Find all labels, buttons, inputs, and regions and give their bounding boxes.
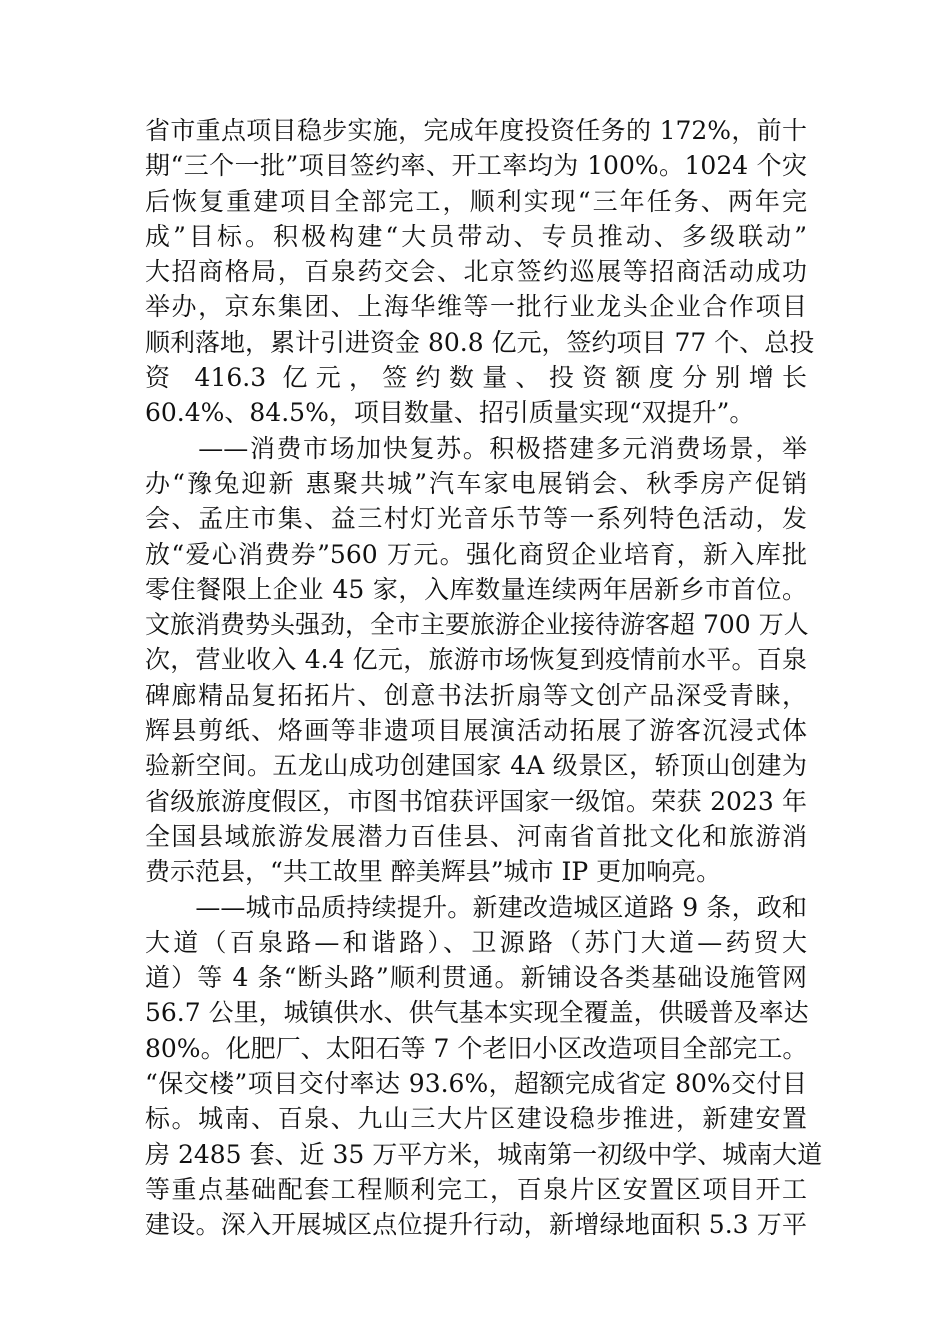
text-line-23: ——城市品质持续提升。新建改造城区道路 9 条，政和: [145, 892, 807, 922]
text-line-21: 全国县域旅游发展潜力百佳县、河南省首批文化和旅游消: [145, 821, 807, 851]
text-line-26: 56.7 公里，城镇供水、供气基本实现全覆盖，供暖普及率达: [145, 998, 809, 1028]
text-line-25: 道）等 4 条“断头路”顺利贯通。新铺设各类基础设施管网: [145, 963, 807, 993]
text-line-8: 资 416.3 亿元，签约数量、投资额度分别增长: [145, 363, 807, 393]
text-line-17: 碑廊精品复拓拓片、创意书法折扇等文创产品深受青睐，: [145, 680, 807, 710]
text-line-11: 办“豫兔迎新 惠聚共城”汽车家电展销会、秋季房产促销: [145, 468, 807, 498]
text-line-27: 80%。化肥厂、太阳石等 7 个老旧小区改造项目全部完工。: [145, 1033, 808, 1063]
text-line-31: 等重点基础配套工程顺利完工，百泉片区安置区项目开工: [145, 1174, 807, 1204]
text-line-4: 成”目标。积极构建“大员带动、专员推动、多级联动”: [145, 221, 807, 251]
text-line-9: 60.4%、84.5%，项目数量、招引质量实现“双提升”。: [145, 398, 755, 428]
text-line-20: 省级旅游度假区，市图书馆获评国家一级馆。荣获 2023 年: [145, 786, 807, 816]
text-line-7: 顺利落地，累计引进资金 80.8 亿元，签约项目 77 个、总投: [145, 327, 815, 357]
body-text: [145, 113, 823, 1243]
text-line-6: 举办，京东集团、上海华维等一批行业龙头企业合作项目: [145, 292, 807, 322]
text-line-18: 辉县剪纸、烙画等非遗项目展演活动拓展了游客沉浸式体: [145, 716, 807, 746]
text-line-16: 次，营业收入 4.4 亿元，旅游市场恢复到疫情前水平。百泉: [145, 645, 807, 675]
text-line-2: 期“三个一批”项目签约率、开工率均为 100%。1024 个灾: [145, 151, 807, 181]
text-line-3: 后恢复重建项目全部完工，顺利实现“三年任务、两年完: [145, 186, 807, 216]
text-line-15: 文旅消费势头强劲，全市主要旅游企业接待游客超 700 万人: [145, 610, 809, 640]
text-line-22: 费示范县，“共工故里 醉美辉县”城市 IP 更加响亮。: [145, 857, 722, 887]
text-line-30: 房 2485 套、近 35 万平方米，城南第一初级中学、城南大道: [145, 1139, 823, 1169]
text-line-29: 标。城南、百泉、九山三大片区建设稳步推进，新建安置: [145, 1104, 807, 1134]
text-line-24: 大道（百泉路—和谐路）、卫源路（苏门大道—药贸大: [145, 927, 807, 957]
text-line-1: 省市重点项目稳步实施，完成年度投资任务的 172%，前十: [145, 116, 807, 145]
text-line-5: 大招商格局，百泉药交会、北京签约巡展等招商活动成功: [145, 257, 807, 287]
text-line-19: 验新空间。五龙山成功创建国家 4A 级景区，轿顶山创建为: [145, 751, 807, 781]
text-line-12: 会、孟庄市集、益三村灯光音乐节等一系列特色活动，发: [145, 504, 807, 534]
text-line-14: 零住餐限上企业 45 家，入库数量连续两年居新乡市首位。: [145, 574, 807, 604]
text-line-32: 建设。深入开展城区点位提升行动，新增绿地面积 5.3 万平: [145, 1210, 807, 1240]
text-line-10: ——消费市场加快复苏。积极搭建多元消费场景，举: [145, 433, 807, 463]
text-line-13: 放“爱心消费券”560 万元。强化商贸企业培育，新入库批: [145, 539, 807, 569]
text-line-28: “保交楼”项目交付率达 93.6%，超额完成省定 80%交付目: [145, 1069, 807, 1099]
